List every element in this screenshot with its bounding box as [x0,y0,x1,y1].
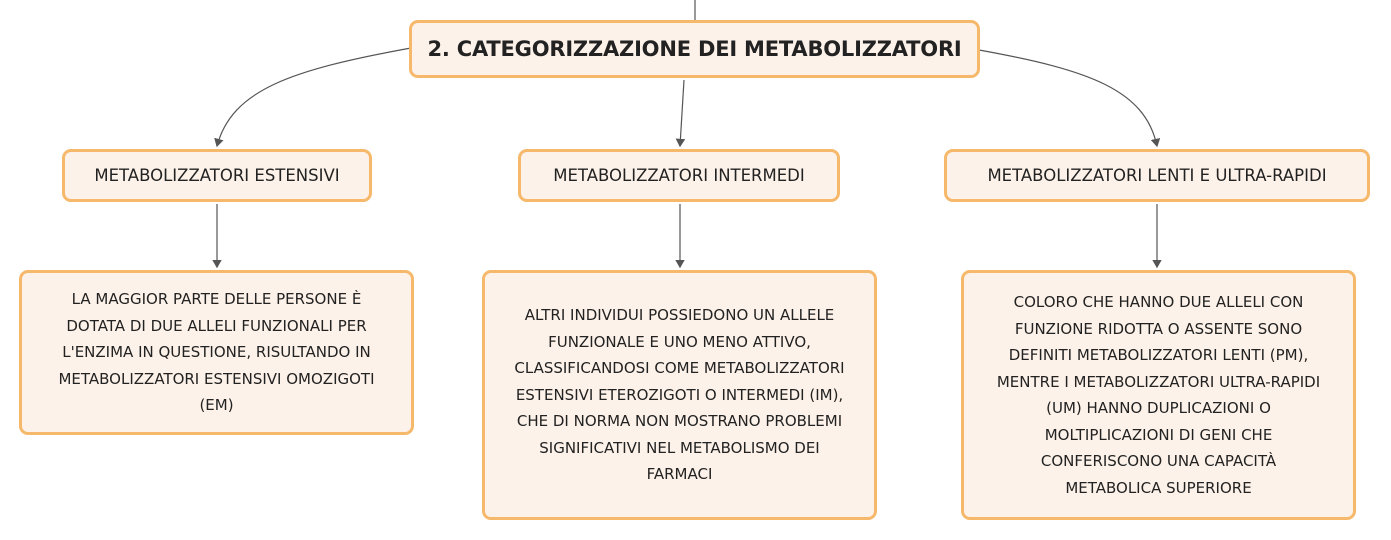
detail-line: MENTRE I METABOLIZZATORI ULTRA-RAPIDI [996,372,1321,391]
detail-line: CLASSIFICANDOSI COME METABOLIZZATORI [514,359,845,378]
detail-line: CHE DI NORMA NON MOSTRANO PROBLEMI [516,412,843,431]
category-node-lenti[interactable] [944,149,1370,202]
detail-line: (UM) HANNO DUPLICAZIONI O [1046,399,1271,417]
detail-line: DEFINITI METABOLIZZATORI LENTI (PM), [1008,346,1309,364]
category-node-intermedi[interactable] [518,149,840,202]
detail-text [514,302,844,488]
detail-line: (EM) [199,396,234,415]
detail-line: METABOLICA SUPERIORE [1065,478,1252,497]
connector-root-to-intermedi [680,80,684,146]
category-node-estensivi[interactable] [62,149,372,202]
detail-line: CONFERISCONO UNA CAPACITÀ [1040,452,1277,470]
detail-line: METABOLIZZATORI ESTENSIVI OMOZIGOTI [58,369,375,388]
root-node[interactable] [409,20,980,78]
detail-line: FUNZIONALE E UNO MENO ATTIVO, [548,332,811,351]
root-title: 2. CATEGORIZZAZIONE DEI METABOLIZZATORI [427,37,962,61]
category-label: METABOLIZZATORI LENTI E ULTRA-RAPIDI [987,166,1327,185]
detail-text [58,286,374,419]
detail-line: L'ENZIMA IN QUESTIONE, RISULTANDO IN [62,343,371,362]
detail-line: MOLTIPLICAZIONI DI GENI CHE [1044,425,1273,444]
detail-text [997,289,1320,501]
detail-node-intermedi[interactable] [482,270,877,520]
detail-line: FARMACI [646,465,713,484]
detail-node-lenti[interactable] [961,270,1356,520]
category-label: METABOLIZZATORI INTERMEDI [553,166,805,185]
detail-line: SIGNIFICATIVI NEL METABOLISMO DEI [539,438,820,457]
detail-line: ESTENSIVI ETEROZIGOTI O INTERMEDI (IM), [515,385,844,404]
detail-line: FUNZIONE RIDOTTA O ASSENTE SONO [1014,319,1303,338]
category-label: METABOLIZZATORI ESTENSIVI [94,166,340,185]
detail-line: LA MAGGIOR PARTE DELLE PERSONE È [71,290,362,309]
detail-line: DOTATA DI DUE ALLELI FUNZIONALI PER [66,316,367,335]
connector-root-to-estensivi [217,48,411,146]
detail-node-estensivi[interactable] [19,270,414,435]
detail-line: COLORO CHE HANNO DUE ALLELI CON [1013,293,1304,311]
detail-line: ALTRI INDIVIDUI POSSIEDONO UN ALLELE [524,306,835,325]
connector-root-to-lenti [979,50,1157,146]
